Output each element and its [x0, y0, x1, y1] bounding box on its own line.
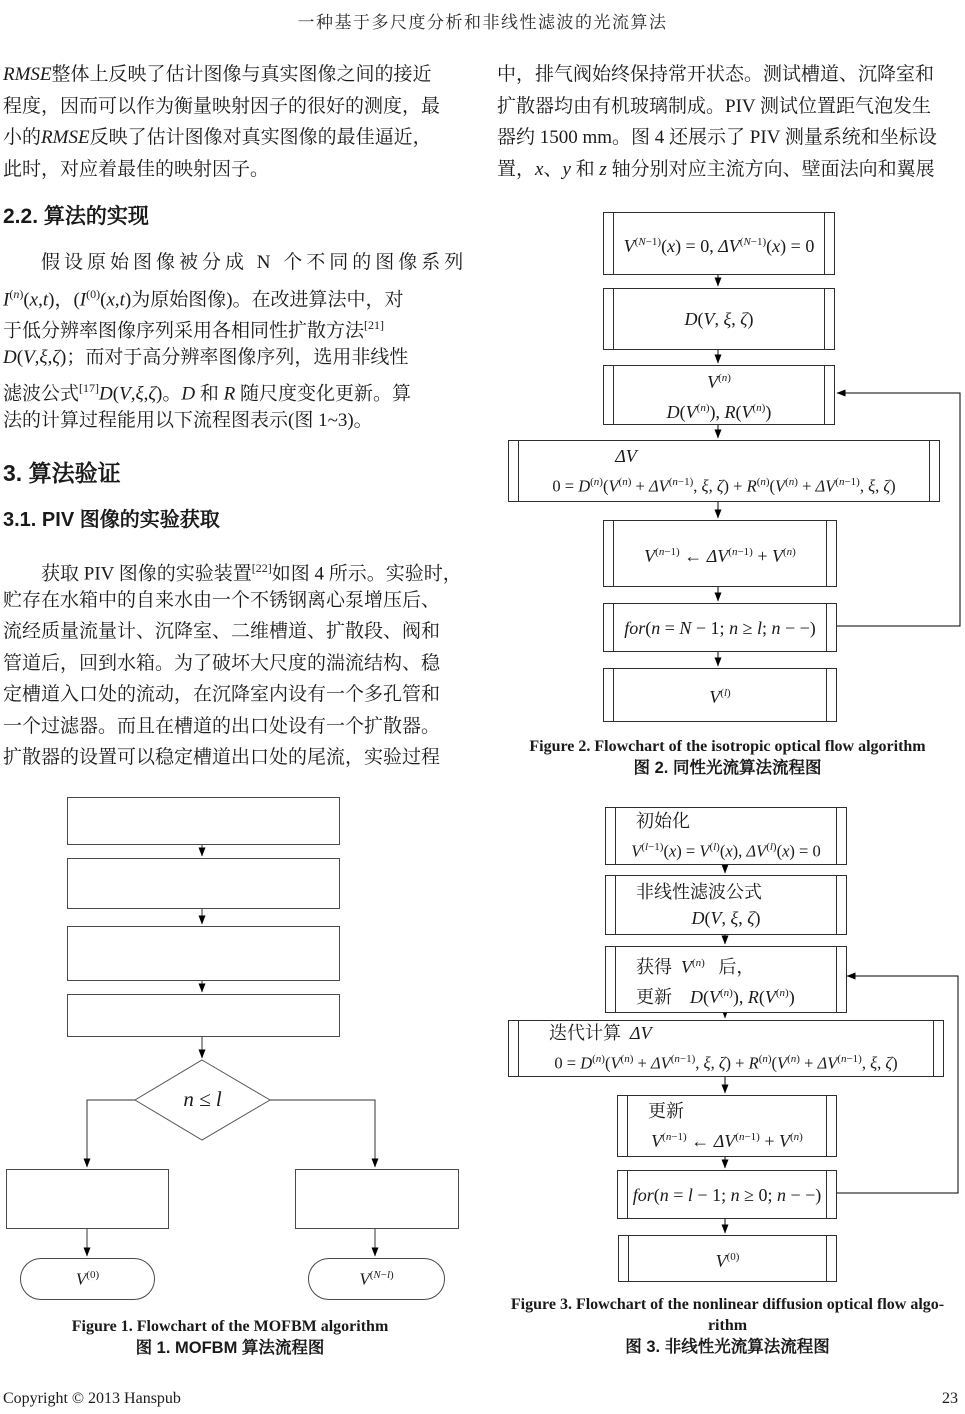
figure3-caption: [490, 1294, 965, 1359]
box-label: 非线性滤波公式: [636, 882, 762, 902]
figure3-caption-en: Figure 3. Flowchart of the nonlinear diffusion optical flow algo-: [510, 1296, 945, 1313]
paragraph-rmse: [3, 59, 465, 185]
flowchart-terminal-vnl: [308, 1258, 445, 1300]
figure1-caption-zh: 图 1. MOFBM 算法流程图: [135, 1339, 325, 1357]
text-line: 此时，对应着最佳的映射因子。: [3, 158, 270, 180]
formula: $V^{(0)}$: [75, 1268, 100, 1289]
right-column: [497, 59, 959, 189]
text-line: 程度，因而可以作为衡量映射因子的很好的测度，最: [3, 95, 441, 117]
formula: 更新 $D(V^{(n)})$, $R(V^{(n)})$: [636, 986, 795, 1007]
formula: 获得 $V^{(n)}$ 后，: [636, 956, 755, 977]
text-line: 贮存在水箱中的自来水由一个不锈钢离心泵增压后、: [3, 589, 441, 611]
flowchart-box-update-v: [603, 520, 837, 587]
flowchart-box-update-dr: [605, 946, 847, 1013]
flowchart-box-result: [603, 668, 837, 722]
text-line: D(V,ξ,ζ)；而对于高分辨率图像序列，选用非线性: [3, 346, 409, 368]
paper-title: 一种基于多尺度分析和非线性滤波的光流算法: [297, 13, 668, 32]
section-heading-2-2: 2.2. 算法的实现: [3, 205, 149, 228]
flowchart-box-update-v: [617, 1095, 837, 1157]
flowchart-box-nonlinear-filter: [605, 875, 847, 935]
flowchart-box-empty-left: [6, 1169, 169, 1229]
flowchart-terminal-v0: [20, 1258, 155, 1300]
section-heading-3-1: 3.1. PIV 图像的实验获取: [3, 509, 220, 531]
flowchart-box-iterate: [508, 1020, 944, 1077]
box-label: 更新: [648, 1101, 684, 1121]
text-line: 流经质量流量计、沉降室、二维槽道、扩散段、阀和: [3, 621, 441, 642]
figure2-flowchart: [490, 205, 965, 740]
formula: $0 = D^{(n)}(V^{(n)} + \Delta V^{(n-1)}$, ξ, $\zeta) + R^{(n)}(V^{(n)} + \Delta V^{(n-1)}$, ξ, ζ): [554, 1053, 898, 1073]
formula: for(n = l − 1; n ≥ 0; n − −): [632, 1184, 822, 1205]
formula: D(V, ξ, ζ): [684, 309, 754, 329]
formula: $V^{(n-1)}$ ← $\Delta V^{(n-1)} + V^{(n)}$: [651, 1131, 803, 1151]
formula: $V^{(n-1)}$ ← $\Delta V^{(n-1)} + V^{(n)}$: [644, 545, 796, 566]
box-label: 迭代计算 ΔV: [549, 1023, 652, 1044]
text-line: 获取 PIV 图像的实验装置[22]如图 4 所示。实验时，: [41, 561, 462, 585]
flowchart-box-result: [618, 1235, 837, 1282]
text-line: 法的计算过程能用以下流程图表示(图 1~3)。: [3, 409, 373, 431]
text-line: 于低分辨率图像序列采用各相同性扩散方法[21]: [3, 318, 385, 342]
text-line: 小的RMSE反映了估计图像对真实图像的最佳逼近，: [3, 127, 432, 148]
paragraph-piv: [3, 553, 465, 774]
section-heading-3: 3. 算法验证: [3, 460, 121, 486]
flowchart-box-empty-3: [67, 926, 340, 981]
figure2-caption-zh: 图 2. 同性光流算法流程图: [633, 759, 822, 777]
figure1-flowchart: [0, 795, 480, 1305]
text-line: 一个过滤器。而且在槽道的出口处设有一个扩散器。: [3, 715, 441, 737]
text-line: 置，x、y 和 z 轴分别对应主流方向、壁面法向和翼展: [497, 158, 935, 180]
flowchart-box-empty-1: [67, 797, 340, 845]
figure3-flowchart: [490, 800, 965, 1290]
figure1-caption: [0, 1316, 460, 1360]
formula: $V^{(N-l)}$: [359, 1268, 394, 1289]
flowchart-box-empty-2: [67, 858, 340, 909]
formula: $V^{(0)}$: [715, 1250, 740, 1271]
left-column: [3, 59, 468, 799]
formula: $0 = D^{(n)}(V^{(n)} + \Delta V^{(n-1)}$, ξ, $\zeta) + R^{(n)}(V^{(n)} + \Delta V^{(n-1)}$, ξ, ζ): [552, 475, 896, 496]
flowchart-box-for-loop: [603, 603, 837, 652]
figure2-caption: [490, 736, 965, 780]
text-line: 定槽道入口处的流动，在沉降室内设有一个多孔管和: [3, 684, 441, 705]
figure3-caption-en2: rithm: [707, 1317, 748, 1334]
text-line: RMSE整体上反映了估计图像与真实图像之间的接近: [3, 64, 432, 85]
flowchart-box-init: [605, 807, 847, 865]
figure3-caption-zh: 图 3. 非线性光流算法流程图: [625, 1338, 830, 1356]
flowchart-box-update-dr: [603, 365, 835, 425]
formula: D(V, ξ, ζ): [691, 908, 761, 928]
text-line: 扩散器的设置可以稳定槽道出口处的尾流，实验过程: [3, 747, 441, 768]
box-label: 初始化: [636, 810, 690, 831]
formula: $V^{(n)}$: [707, 372, 731, 392]
figure1-caption-en: Figure 1. Flowchart of the MOFBM algorithm: [71, 1318, 389, 1335]
flowchart-box-diffusion: [603, 288, 835, 350]
formula: $V^{(l)}$: [709, 687, 731, 707]
text-line: 管道后，回到水箱。为了破坏大尺度的湍流结构、稳: [3, 652, 441, 674]
flowchart-box-iterate: [508, 440, 940, 502]
flowchart-box-init: [603, 212, 835, 275]
figure2-caption-en: Figure 2. Flowchart of the isotropic optical flow algorithm: [529, 738, 926, 755]
formula: $V^{(N-1)}(x) = 0$, $\Delta V^{(N-1)}(x) = 0$: [623, 235, 815, 256]
flowchart-box-for-loop: [617, 1170, 837, 1219]
formula: ΔV: [615, 445, 637, 466]
text-line: $I^{(n)}(x,t)$，($I^{(0)}(x,t)$为原始图像)。在改进算法中，对: [3, 286, 404, 310]
flowchart-box-empty-right: [295, 1169, 459, 1229]
text-line: 扩散器均由有机玻璃制成。PIV 测试位置距气泡发生: [497, 95, 932, 117]
text-line: 滤波公式[17]D(V,ξ,ζ)。D 和 R 随尺度变化更新。算: [3, 381, 411, 405]
paragraph-algorithm: [3, 247, 468, 436]
text-line: 假设原始图像被分成 N 个不同的图像系列: [41, 252, 468, 273]
formula: for(n = N − 1; n ≥ l; n − −): [624, 617, 816, 638]
formula: $V^{(l-1)}(x) = V^{(l)}(x)$, $\Delta V^{(l)}(x) = 0$: [631, 840, 821, 861]
footer-copyright: Copyright © 2013 Hanspub: [3, 1390, 181, 1407]
text-line: 中，排气阀始终保持常开状态。测试槽道、沉降室和: [497, 64, 935, 85]
text-line: 器约 1500 mm。图 4 还展示了 PIV 测量系统和坐标设: [497, 127, 937, 148]
flowchart-decision-label: n ≤ l: [183, 1087, 222, 1111]
flowchart-box-empty-4: [67, 994, 340, 1037]
formula: $D(V^{(n)})$, $R(V^{(n)})$: [666, 402, 772, 422]
footer-page-number: 23: [942, 1390, 958, 1407]
